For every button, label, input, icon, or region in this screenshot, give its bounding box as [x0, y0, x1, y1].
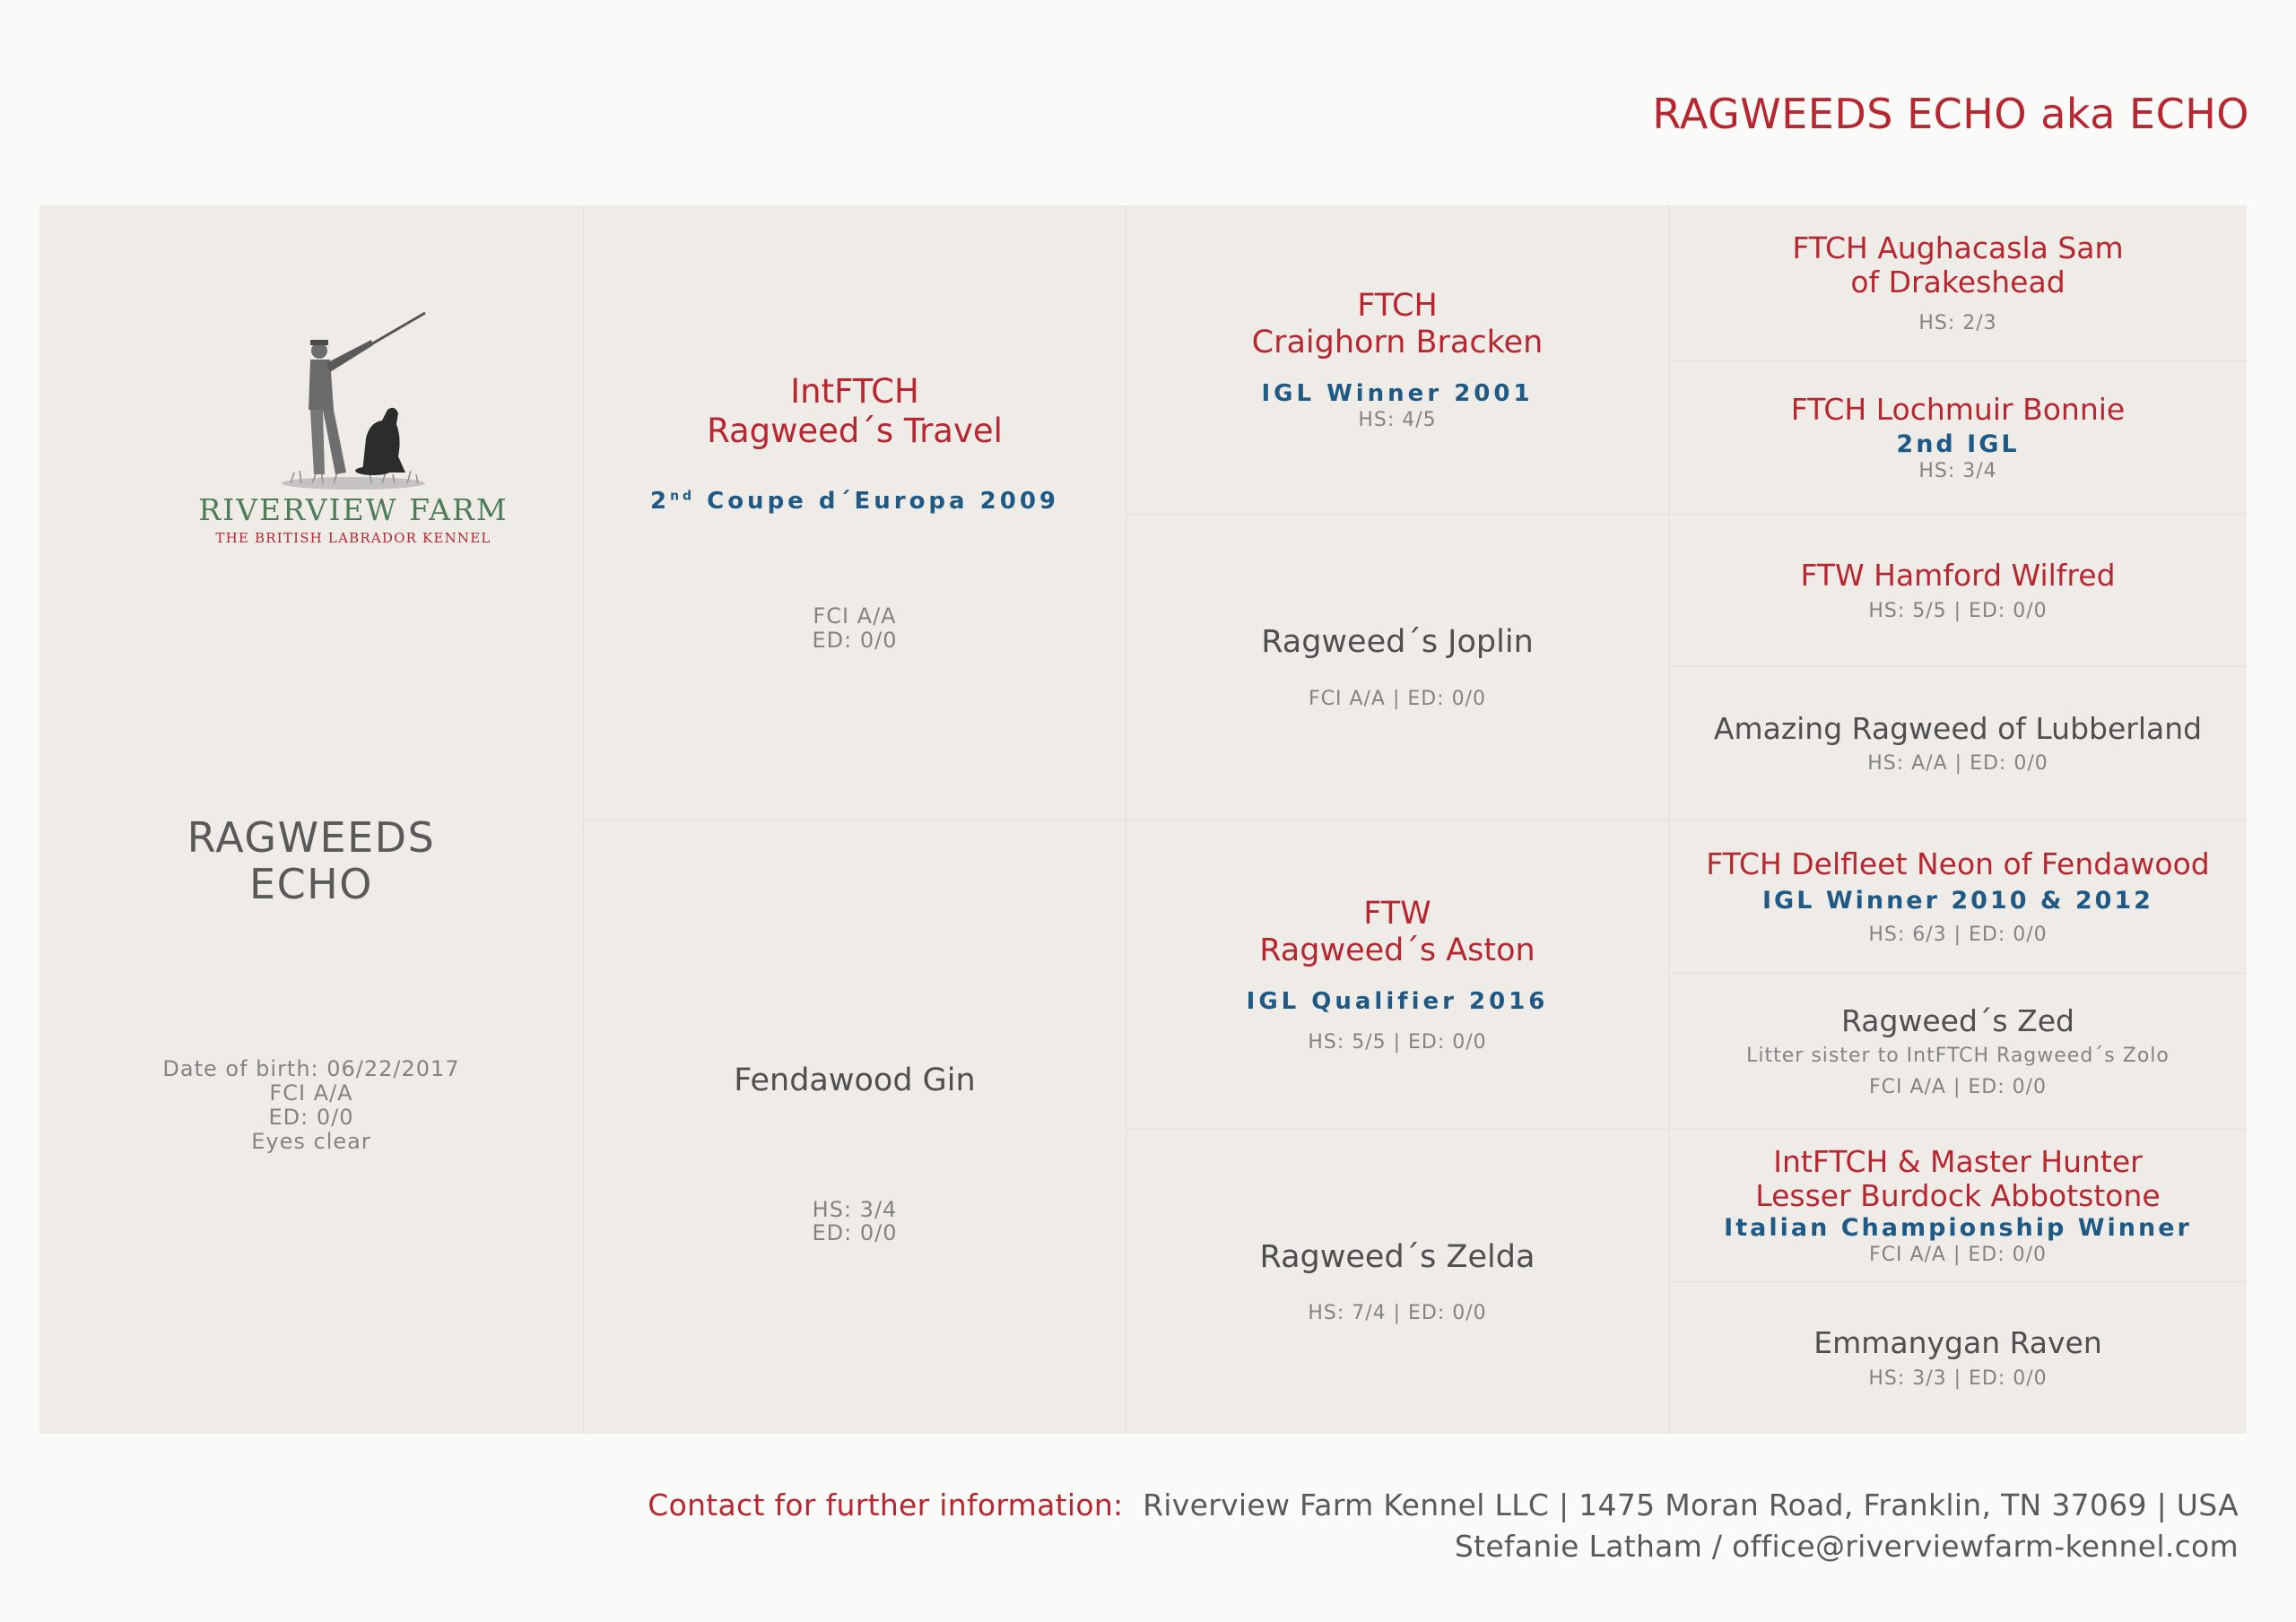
- footer-line1: [648, 1485, 2239, 1526]
- great-grandparent-cell: [1669, 514, 2247, 666]
- great-grandparent-name-line1: IntFTCH & Master Hunter: [1773, 1143, 2143, 1179]
- grandparent-name: Craighorn Bracken: [1251, 324, 1544, 360]
- grandparent-cell: [1126, 514, 1668, 820]
- great-grandparent-name: FTW Hamford Wilfred: [1800, 558, 2116, 594]
- sire-title: IntFTCH: [790, 372, 919, 412]
- grandparent-title: FTW: [1363, 895, 1431, 932]
- great-grandparent-health: HS: 2/3: [1918, 311, 1997, 334]
- great-grandparent-name-line1: FTCH Aughacasla Sam: [1792, 230, 2124, 266]
- logo-name: RIVERVIEW FARM: [198, 492, 509, 527]
- subject-details: [39, 1057, 583, 1156]
- grandparent-title: FTCH: [1357, 287, 1438, 324]
- dam-ed: ED: 0/0: [812, 1220, 898, 1246]
- grandparent-name: Ragweed´s Joplin: [1261, 624, 1534, 661]
- sire-award: [650, 488, 1059, 515]
- great-grandparent-cell: [1669, 1129, 2247, 1281]
- great-grandparents-column: [1668, 205, 2247, 1434]
- hunter-and-dog-icon: [237, 304, 470, 492]
- great-grandparent-cell: [1669, 973, 2247, 1129]
- grandparent-award: IGL Winner 2001: [1261, 380, 1534, 408]
- grandparent-health: FCI A/A | ED: 0/0: [1308, 687, 1487, 710]
- great-grandparent-award: IGL Winner 2010 & 2012: [1762, 886, 2153, 915]
- great-grandparent-cell: [1669, 1281, 2247, 1434]
- grandparent-award: IGL Qualifier 2016: [1246, 988, 1549, 1016]
- subject-column: [39, 205, 583, 1434]
- subject-eyes: Eyes clear: [251, 1128, 371, 1154]
- subject-fci: FCI A/A: [269, 1080, 353, 1106]
- great-grandparent-health: HS: A/A | ED: 0/0: [1867, 752, 2048, 776]
- sire-award-sup: nd: [670, 489, 696, 504]
- great-grandparent-health: HS: 5/5 | ED: 0/0: [1868, 599, 2048, 622]
- dam-hs: HS: 3/4: [812, 1196, 898, 1222]
- great-grandparent-health: HS: 3/4: [1918, 459, 1997, 482]
- great-grandparent-health: FCI A/A | ED: 0/0: [1868, 1076, 2048, 1099]
- subject-ed: ED: 0/0: [268, 1104, 354, 1130]
- sire-award-ordinal: 2: [649, 487, 671, 515]
- great-grandparent-name: FTCH Delfleet Neon of Fendawood: [1706, 846, 2210, 882]
- page-title: RAGWEEDS ECHO aka ECHO: [1652, 90, 2249, 138]
- kennel-logo: [156, 304, 551, 555]
- subject-name-line1: RAGWEEDS: [187, 813, 436, 862]
- sire-ed: ED: 0/0: [812, 627, 898, 653]
- grandparent-cell: [1126, 205, 1668, 514]
- great-grandparent-cell: [1669, 205, 2247, 360]
- great-grandparent-note: Litter sister to IntFTCH Ragweed´s Zolo: [1746, 1045, 2170, 1068]
- dam-name: Fendawood Gin: [734, 1062, 976, 1098]
- logo-tagline: THE BRITISH LABRADOR KENNEL: [215, 530, 491, 546]
- grandparent-name: Ragweed´s Aston: [1259, 932, 1535, 968]
- sire-award-text: Coupe d´Europa 2009: [695, 487, 1060, 515]
- subject-name-line2: ECHO: [249, 859, 373, 908]
- great-grandparent-name-line2: Lesser Burdock Abbotstone: [1755, 1177, 2161, 1213]
- great-grandparent-name: Ragweed´s Zed: [1841, 1002, 2074, 1038]
- great-grandparent-name: FTCH Lochmuir Bonnie: [1790, 392, 2126, 428]
- grandparent-health: HS: 5/5 | ED: 0/0: [1308, 1031, 1487, 1054]
- subject-dob: Date of birth: 06/22/2017: [162, 1056, 460, 1081]
- grandparent-health: HS: 7/4 | ED: 0/0: [1308, 1302, 1487, 1325]
- parents-column: [583, 205, 1126, 1434]
- footer-address: Riverview Farm Kennel LLC | 1475 Moran Road, Franklin, TN 37069 | USA: [1143, 1488, 2239, 1522]
- great-grandparent-health: FCI A/A | ED: 0/0: [1868, 1244, 2048, 1267]
- great-grandparent-name: Emmanygan Raven: [1813, 1325, 2102, 1361]
- grandparent-cell: [1126, 820, 1668, 1129]
- sire-fci: FCI A/A: [813, 603, 897, 629]
- great-grandparent-health: HS: 6/3 | ED: 0/0: [1868, 923, 2048, 946]
- grandparent-cell: [1126, 1129, 1668, 1434]
- sire-name: Ragweed´s Travel: [707, 411, 1003, 450]
- great-grandparent-name-line2: of Drakeshead: [1850, 265, 2066, 299]
- sire-cell: [584, 205, 1126, 820]
- grandparents-column: [1126, 205, 1668, 1434]
- pedigree-table: [39, 205, 2247, 1434]
- subject-name: [187, 815, 436, 908]
- great-grandparent-health: HS: 3/3 | ED: 0/0: [1868, 1366, 2048, 1390]
- great-grandparent-name: Amazing Ragweed of Lubberland: [1713, 710, 2203, 746]
- contact-footer: [648, 1485, 2239, 1567]
- great-grandparent-award: Italian Championship Winner: [1724, 1214, 2192, 1243]
- great-grandparent-award: 2nd IGL: [1896, 429, 2020, 458]
- great-grandparent-cell: [1669, 820, 2247, 973]
- subject-name-block: [39, 813, 583, 908]
- dam-cell: [584, 820, 1126, 1434]
- great-grandparent-cell: [1669, 360, 2247, 514]
- great-grandparent-cell: [1669, 666, 2247, 820]
- grandparent-health: HS: 4/5: [1358, 409, 1437, 432]
- grandparent-name: Ragweed´s Zelda: [1259, 1238, 1535, 1275]
- footer-label: Contact for further information:: [648, 1488, 1124, 1522]
- footer-contact[interactable]: Stefanie Latham / office@riverviewfarm-kennel.com: [1454, 1529, 2239, 1565]
